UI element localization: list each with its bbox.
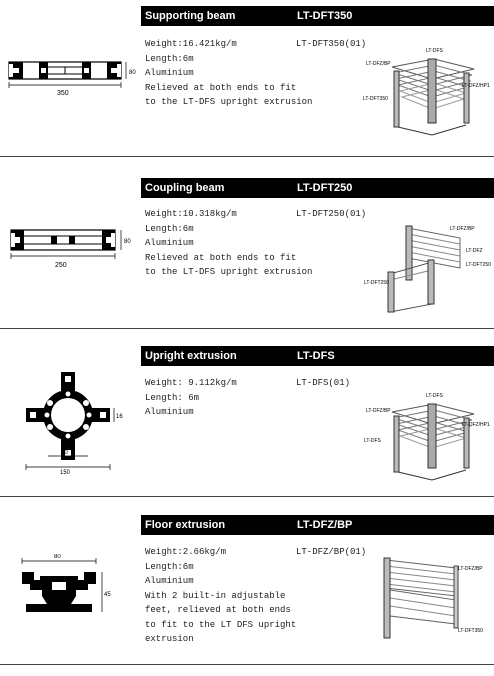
spec-material: Aluminium — [145, 576, 194, 586]
callout-label: LT-DFZ/BP — [450, 226, 475, 232]
dim-width: 350 — [57, 90, 69, 97]
callout-label: LT-DFS — [364, 438, 381, 444]
callout-label: LT-DFZ/HP1 — [462, 83, 490, 89]
product-header — [141, 515, 494, 535]
profile-drawing-beam — [5, 58, 137, 102]
product-specs — [145, 376, 237, 420]
spec-note-2: feet, relieved at both ends — [145, 605, 291, 615]
callout-label: LT-DFZ/BP — [366, 61, 391, 67]
spec-length: Length:6m — [145, 561, 194, 572]
product-specs — [145, 545, 296, 647]
callout-label: LT-DFZ/BP — [458, 566, 483, 572]
spec-length: Length:6m — [145, 223, 194, 234]
spec-length: Length: 6m — [145, 392, 200, 403]
callout-label: LT-DFS — [426, 393, 443, 399]
dim-height: 80 — [129, 70, 136, 76]
product-ref: LT-DFT350(01) — [296, 39, 367, 49]
product-name: Floor extrusion — [145, 519, 226, 531]
dim-height: 80 — [124, 239, 131, 245]
spec-material: Aluminium — [145, 68, 194, 78]
spec-note-2: to the LT-DFS upright extrusion — [145, 97, 313, 107]
product-code: LT-DFZ/BP — [297, 519, 353, 531]
product-ref: LT-DFT250(01) — [296, 209, 367, 219]
product-name: Coupling beam — [145, 182, 225, 194]
callout-label: LT-DFZ — [466, 248, 483, 254]
section-divider — [0, 664, 494, 665]
dim-overall: 150 — [60, 470, 71, 474]
callout-label: LT-DFZ/HP1 — [462, 422, 490, 428]
callout-label: LT-DFT350 — [458, 628, 483, 634]
spec-note-1: Relieved at both ends to fit — [145, 82, 297, 93]
dim-height: 45 — [104, 592, 111, 598]
callout-label: LT-DFT350 — [363, 96, 388, 102]
assembly-illustration — [362, 45, 494, 137]
product-ref: LT-DFS(01) — [296, 378, 351, 388]
product-header — [141, 6, 494, 26]
assembly-illustration — [376, 556, 494, 640]
product-header — [141, 346, 494, 366]
spec-material: Aluminium — [145, 238, 194, 248]
callout-label: LT-DFT250 — [466, 262, 491, 268]
spec-length: Length:6m — [145, 53, 194, 64]
product-code: LT-DFS — [297, 350, 335, 362]
profile-drawing-floor — [18, 554, 128, 624]
product-name: Supporting beam — [145, 10, 236, 22]
product-code: LT-DFT250 — [297, 182, 353, 194]
dim-width: 250 — [55, 262, 67, 269]
spec-note-2: to the LT-DFS upright extrusion — [145, 267, 313, 277]
dim-arm: 16 — [116, 414, 123, 420]
dim-inner: 80 — [61, 450, 68, 456]
callout-label: LT-DFS — [426, 48, 443, 54]
spec-note-3: to fit to the LT DFS upright — [145, 619, 297, 630]
spec-note-4: extrusion — [145, 634, 194, 644]
product-header — [141, 178, 494, 198]
spec-weight: Weight:2.66kg/m — [145, 547, 227, 557]
product-specs — [145, 37, 312, 110]
spec-weight: Weight:16.421kg/m — [145, 39, 237, 49]
section-divider — [0, 496, 494, 497]
assembly-illustration — [362, 218, 494, 314]
spec-material: Aluminium — [145, 407, 194, 417]
product-name: Upright extrusion — [145, 350, 237, 362]
spec-note-1: With 2 built-in adjustable — [145, 590, 286, 601]
dim-width: 80 — [54, 554, 61, 560]
section-divider — [0, 328, 494, 329]
product-ref: LT-DFZ/BP(01) — [296, 547, 367, 557]
product-code: LT-DFT350 — [297, 10, 353, 22]
profile-drawing-upright — [16, 370, 128, 474]
section-divider — [0, 156, 494, 157]
spec-note-1: Relieved at both ends to fit — [145, 252, 297, 263]
product-specs — [145, 207, 312, 280]
assembly-illustration — [362, 390, 494, 482]
profile-drawing-beam — [5, 226, 137, 274]
spec-weight: Weight: 9.112kg/m — [145, 378, 237, 388]
spec-weight: Weight:10.318kg/m — [145, 209, 237, 219]
callout-label: LT-DFT250 — [364, 280, 389, 286]
callout-label: LT-DFZ/BP — [366, 408, 391, 414]
